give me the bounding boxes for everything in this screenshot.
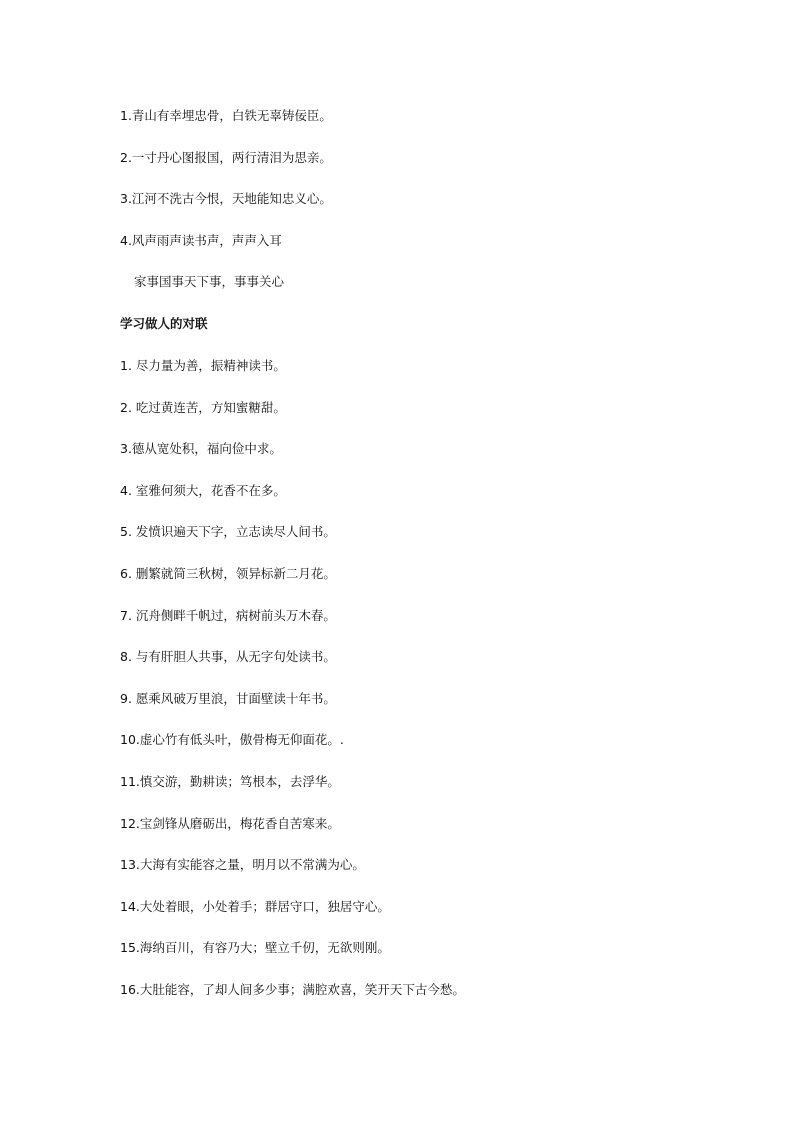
couplet-line: 12.宝剑锋从磨砺出，梅花香自苦寒来。 — [120, 816, 340, 831]
couplet-line: 15.海纳百川，有容乃大；壁立千仞，无欲则刚。 — [120, 940, 390, 955]
couplet-line: 11.慎交游，勤耕读；笃根本，去浮华。 — [120, 774, 340, 789]
section-heading: 学习做人的对联 — [120, 316, 208, 331]
couplet-line: 1. 尽力量为善，振精神读书。 — [120, 358, 286, 373]
couplet-line: 2.一寸丹心图报国，两行清泪为思亲。 — [120, 150, 332, 165]
couplet-line: 4.风声雨声读书声，声声入耳 — [120, 233, 282, 248]
couplet-line: 5. 发愤识遍天下字，立志读尽人间书。 — [120, 524, 336, 539]
couplet-line: 4. 室雅何须大，花香不在多。 — [120, 483, 286, 498]
couplet-line: 3.江河不洗古今恨，天地能知忠义心。 — [120, 191, 332, 206]
couplet-line: 2. 吃过黄连苦，方知蜜糖甜。 — [120, 400, 286, 415]
couplet-line: 9. 愿乘风破万里浪，甘面壁读十年书。 — [120, 691, 336, 706]
couplet-line: 7. 沉舟侧畔千帆过，病树前头万木春。 — [120, 608, 336, 623]
couplet-line: 8. 与有肝胆人共事，从无字句处读书。 — [120, 649, 336, 664]
couplet-line: 6. 删繁就简三秋树，领异标新二月花。 — [120, 566, 336, 581]
couplet-line: 10.虚心竹有低头叶，傲骨梅无仰面花。. — [120, 732, 344, 747]
couplet-line: 14.大处着眼，小处着手；群居守口，独居守心。 — [120, 899, 390, 914]
couplet-line: 16.大肚能容，了却人间多少事；满腔欢喜，笑开天下古今愁。 — [120, 982, 465, 997]
couplet-line: 1.青山有幸埋忠骨，白铁无辜铸佞臣。 — [120, 108, 332, 123]
couplet-line: 13.大海有实能容之量，明月以不常满为心。 — [120, 857, 365, 872]
couplet-line: 3.德从宽处积，福向俭中求。 — [120, 441, 282, 456]
couplet-line: 家事国事天下事，事事关心 — [134, 274, 285, 289]
